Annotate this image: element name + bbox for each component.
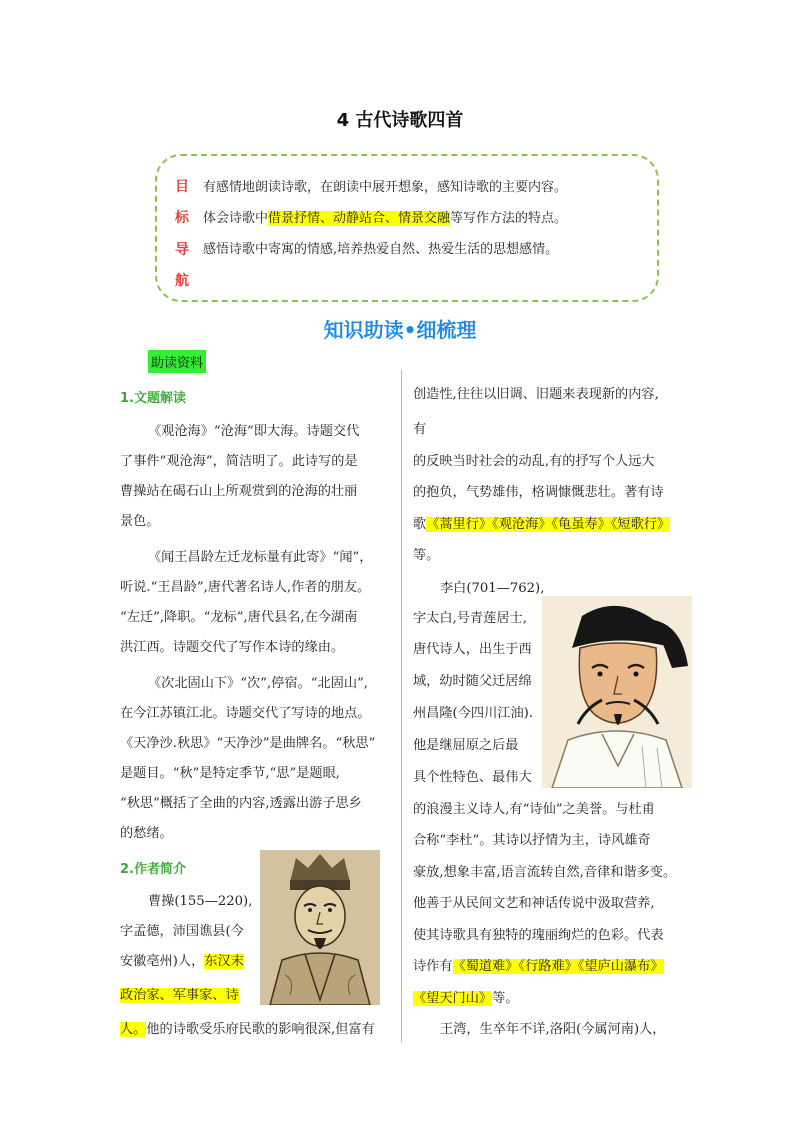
- text-line: 曹操站在碣石山上所观赏到的沧海的壮丽: [120, 484, 358, 499]
- text-line: 字太白,号青莲居士,: [413, 611, 527, 626]
- reading-tag: 助读资料: [148, 350, 206, 373]
- highlight: 东汉末: [204, 954, 244, 969]
- text-line: 《次北固山下》“次”,停宿。“北固山”,: [148, 676, 368, 691]
- text-line: 歌《蒿里行》《观沧海》《龟虽寿》《短歌行》: [413, 517, 671, 532]
- highlight: 《望天门山》: [413, 991, 493, 1006]
- highlight: 政治家、军事家、诗: [120, 988, 239, 1003]
- text-line: 是题目。“秋”是特定季节,“思”是题眼,: [120, 766, 340, 781]
- text-line: 豪放,想象丰富,语言流转自然,音律和谐多变。: [413, 865, 677, 880]
- text-line: 他是继屈原之后最: [413, 738, 519, 753]
- text-line: 洪江西。诗题交代了写作本诗的缘由。: [120, 640, 345, 655]
- text-line: 有: [413, 422, 427, 437]
- goal-side-char: 航: [175, 273, 189, 289]
- text-line: 诗作有《蜀道难》《行路难》《望庐山瀑布》: [413, 959, 664, 974]
- section-title: 知识助读•细梳理: [323, 318, 477, 342]
- text-line: 的浪漫主义诗人,有“诗仙”之美誉。与杜甫: [413, 802, 655, 817]
- text-line: 人。他的诗歌受乐府民歌的影响很深,但富有: [120, 1022, 375, 1037]
- text-line: 听说.“王昌龄”,唐代著名诗人,作者的朋友。: [120, 580, 371, 595]
- text-line: 字孟德，沛国谯县(今: [120, 924, 244, 939]
- text-line: 他善于从民间文艺和神话传说中汲取营养,: [413, 896, 655, 911]
- text-line: 的抱负，气势雄伟，格调慷慨悲壮。著有诗: [413, 485, 664, 500]
- text-line: 使其诗歌具有独特的瑰丽绚烂的色彩。代表: [413, 928, 664, 943]
- text-line: 《天净沙.秋思》“天净沙”是曲牌名。“秋思”: [120, 736, 376, 751]
- goal-line-1: 有感情地朗读诗歌，在朗读中展开想象，感知诗歌的主要内容。: [203, 180, 568, 195]
- goal-side-char: 目: [175, 179, 189, 195]
- text-line: 《望天门山》等。: [413, 991, 519, 1006]
- text-line: 的愁绪。: [120, 826, 173, 841]
- goals-box: [155, 154, 659, 302]
- subheading-title-interpretation: 1.文题解读: [120, 391, 186, 406]
- text-line: 具个性特色、最伟大: [413, 770, 532, 785]
- text-line: 了事件“观沧海”，简洁明了。此诗写的是: [120, 454, 358, 469]
- text-line: “秋思”概括了全曲的内容,透露出游子思乡: [120, 796, 362, 811]
- text-line: 《观沧海》“沧海”即大海。诗题交代: [148, 424, 360, 439]
- goal-side-char: 标: [175, 210, 189, 226]
- text-line: 安徽亳州)人，东汉末: [120, 954, 244, 969]
- text-line: 创造性,往往以旧调、旧题来表现新的内容,: [413, 387, 659, 402]
- page-title: 4 古代诗歌四首: [336, 110, 464, 131]
- column-divider: [401, 370, 402, 1042]
- goal-highlight: 借景抒情、动静站合、情景交融: [268, 211, 451, 226]
- subheading-author-intro: 2.作者简介: [120, 862, 186, 877]
- goal-line-2: 体会诗歌中借景抒情、动静站合、情景交融等写作方法的特点。: [203, 211, 568, 226]
- text-line: 合称“李杜”。其诗以抒情为主，诗风雄奇: [413, 833, 651, 848]
- text-line: 域，幼时随父迁居绵: [413, 674, 532, 689]
- cao-cao-portrait: [260, 850, 380, 1005]
- text-line: 州昌隆(今四川江油).: [413, 706, 533, 721]
- goal-line-3: 感悟诗歌中寄寓的情感,培养热爱自然、热爱生活的思想感情。: [203, 242, 559, 257]
- text-line: [120, 984, 239, 1003]
- highlight: 《蜀道难》《行路难》《望庐山瀑布》: [452, 959, 664, 974]
- li-bai-portrait: [542, 596, 692, 788]
- goal-side-char: 导: [175, 242, 189, 258]
- text-line: 等。: [413, 548, 440, 563]
- highlight: 《蒿里行》《观沧海》《龟虽寿》《短歌行》: [426, 517, 671, 532]
- text-line: 曹操(155—220),: [148, 894, 253, 909]
- text-line: 李白(701—762),: [440, 581, 545, 596]
- text-line: 在今江苏镇江北。诗题交代了写诗的地点。: [120, 706, 371, 721]
- text-line: 《闻王昌龄左迁龙标量有此寄》“闻”，: [148, 550, 373, 565]
- text-line: 唐代诗人，出生于西: [413, 642, 532, 657]
- highlight: 人。: [120, 1022, 147, 1037]
- text-line: 景色。: [120, 514, 160, 529]
- text-line: 王湾，生卒年不详,洛阳(今属河南)人，: [440, 1022, 666, 1037]
- text-line: “左迁”,降职。“龙标”,唐代县名,在今湖南: [120, 610, 358, 625]
- text-line: 的反映当时社会的动乱,有的抒写个人远大: [413, 454, 655, 469]
